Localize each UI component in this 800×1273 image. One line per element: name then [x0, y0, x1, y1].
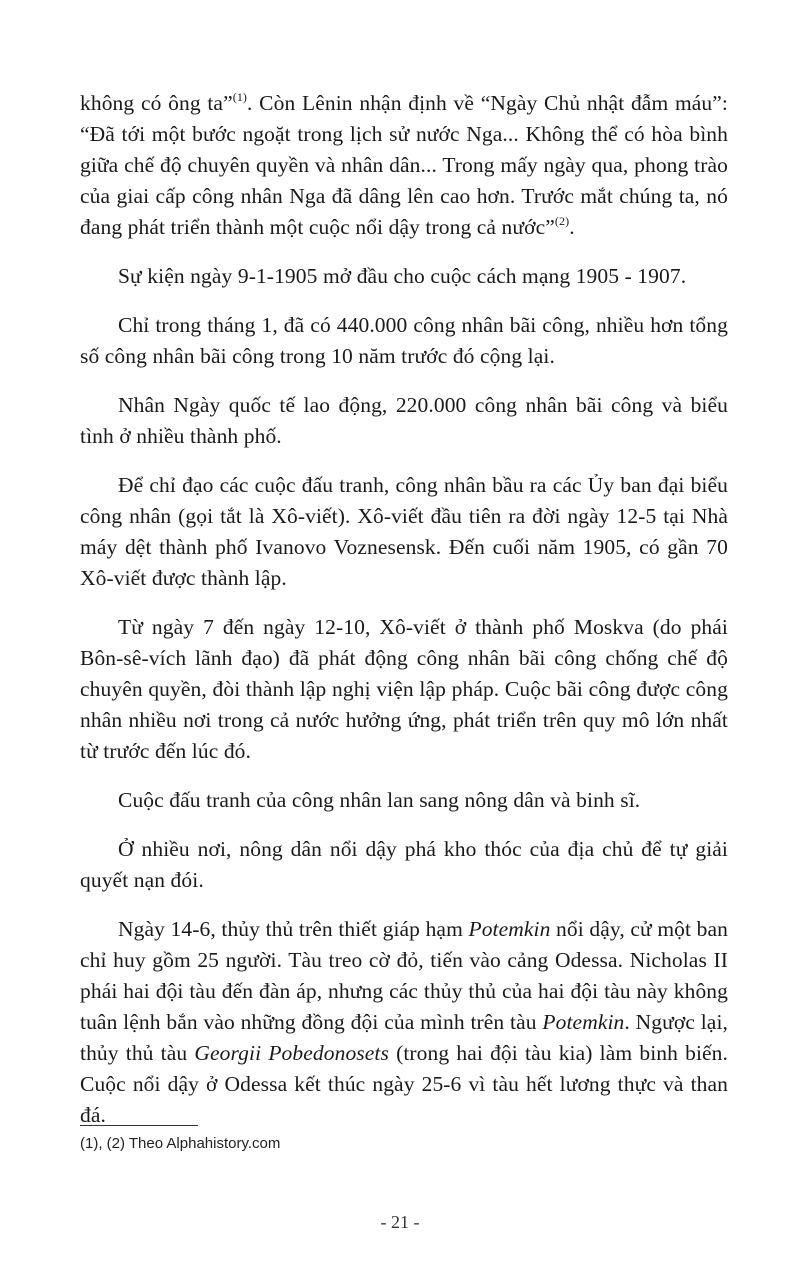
paragraph-6: Từ ngày 7 đến ngày 12-10, Xô-viết ở thành phố Moskva (do phái Bôn-sê-vích lãnh đạo) đã phát động công nhân bãi công chống chế độ chuyên quyền, đòi thành lập nghị viện lập pháp. Cuộc bãi công được công nhân nhiều nơi trong cả nước hưởng ứng, phát triển trên quy mô lớn nhất từ trước đến lúc đó.: [80, 615, 728, 763]
page-number: - 21 -: [380, 1212, 420, 1232]
paragraph-3: Chỉ trong tháng 1, đã có 440.000 công nhân bãi công, nhiều hơn tổng số công nhân bãi công trong 10 năm trước đó cộng lại.: [80, 313, 728, 368]
footnote-ref-2: (2): [554, 214, 570, 228]
paragraph-8: Ở nhiều nơi, nông dân nổi dậy phá kho thóc của địa chủ để tự giải quyết nạn đói.: [80, 837, 728, 892]
paragraph-4: Nhân Ngày quốc tế lao động, 220.000 công nhân bãi công và biểu tình ở nhiều thành phố.: [80, 393, 728, 448]
footnote-ref-1: (1): [232, 90, 248, 104]
page-body: [80, 88, 728, 1149]
paragraph-1: không có ông ta”$^{(1)}$. Còn Lênin nhận định về “Ngày Chủ nhật đẫm máu”: “Đã tới một bước ngoặt trong lịch sử nước Nga... Không thể có hòa bình giữa chế độ chuyên quyền và nhân dân... Trong mấy ngày qua, phong trào của giai cấp công nhân Nga đã dâng lên cao hơn. Trước mắt chúng ta, nó đang phát triển thành một cuộc nổi dậy trong cả nước”$^{(2)}$.: [80, 90, 728, 239]
paragraph-2: Sự kiện ngày 9-1-1905 mở đầu cho cuộc cách mạng 1905 - 1907.: [118, 264, 687, 288]
paragraph-5: Để chỉ đạo các cuộc đấu tranh, công nhân bầu ra các Ủy ban đại biểu công nhân (gọi tắt là Xô-viết). Xô-viết đầu tiên ra đời ngày 12-5 tại Nhà máy dệt thành phố Ivanovo Voznesensk. Đến cuối năm 1905, có gần 70 Xô-viết được thành lập.: [80, 473, 728, 590]
paragraph-9: Ngày 14-6, thủy thủ trên thiết giáp hạm Potemkin nổi dậy, cử một ban chỉ huy gồm 25 người. Tàu treo cờ đỏ, tiến vào cảng Odessa. Nicholas II phái hai đội tàu đến đàn áp, nhưng các thủy thủ của hai đội tàu này không tuân lệnh bắn vào những đồng đội của mình trên tàu Potemkin. Ngược lại, thủy thủ tàu Georgii Pobedonosets (trong hai đội tàu kia) làm binh biến. Cuộc nổi dậy ở Odessa kết thúc ngày 25-6 vì tàu hết lương thực và than đá.: [80, 917, 729, 1127]
footnote-divider: [80, 1125, 198, 1126]
footnote: (1), (2) Theo Alphahistory.com: [80, 1135, 281, 1152]
paragraph-7: Cuộc đấu tranh của công nhân lan sang nông dân và binh sĩ.: [118, 788, 641, 812]
